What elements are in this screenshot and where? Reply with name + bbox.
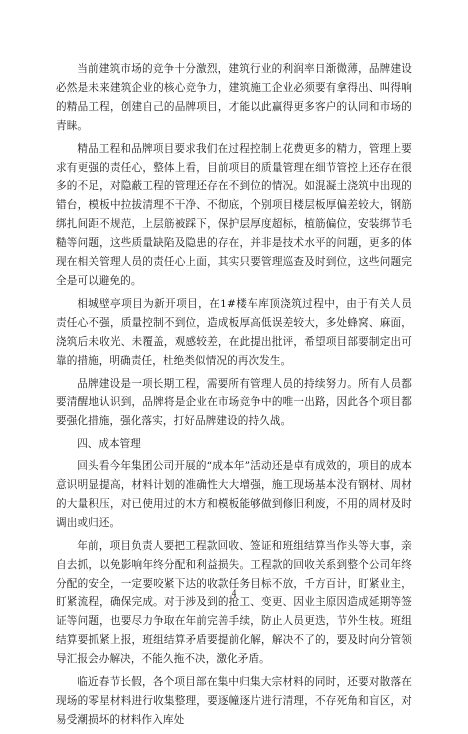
paragraph-quality-control: 精品工程和品牌项目要求我们在过程控制上花费更多的精力，管理上要求有更强的责任心，整体上看，目前项目的质量管理在细节管控上还存在很多的不足，对隐蔽工程的管理还存在不到位的情况。如混凝土浇筑中出现的错台，模板中拉拔清理不干净、不彻底，个别项目楼层板厚偏差较大，钢筋绑扎间距不规范，上层筋被踩下，保护层厚度超标，植筋偏位，安装绑节毛糙等问题，这些质量缺陷及隐患的存在，并非是技术水平的问题，更多的体现在相关管理人员的责任心上面，其实只要管理巡查及时到位，这些问题完全是可以避免的。	[56, 142, 412, 287]
paragraph-brand-longterm: 品牌建设是一项长期工程，需要所有管理人员的持续努力。所有人员都要清醒地认识到，品牌将是企业在市场竞争中的唯一出路，因此各个项目都要强化措施，强化落实，打好品牌建设的持久战。	[56, 377, 412, 428]
paragraph-year-end-tasks: 年前，项目负责人要把工程款回收、签证和班组结算当作头等大事，亲自去抓，以免影响年终分配和利益损失。工程款的回收关系到整个公司年终分配的安全，一定要咬紧下达的收款任务目标不放，千方百计，盯紧业主，盯紧流程，确保完成。对于涉及到的抢工、变更、因业主原因造成延期等签证等问题，也要尽力争取在年前完善手续，防止人员更迭，节外生枝。班组结算要抓紧上报，班组结算矛盾要提前化解，解决不了的，要及时向分管领导汇报会办解决，不能久拖不决，激化矛盾。	[56, 539, 412, 666]
page-number: 4	[231, 588, 237, 598]
paragraph-brand-intro: 当前建筑市场的竞争十分激烈，建筑行业的利润率日渐微薄，品牌建设必然是未来建筑企业的核心竞争力，建筑施工企业必须要有拿得出、叫得响的精品工程，创建自己的品牌项目，才能以此赢得更多客户的认同和市场的青睐。	[56, 63, 412, 132]
paragraph-cost-year: 回头看今年集团公司开展的“成本年”活动还是卓有成效的，项目的成本意识明显提高，材料计划的准确性大大增强，施工现场基本没有钢材、周材的大量积压，对已使用过的木方和模板能够做到修旧利废，不用的周材及时调出或归还。	[56, 460, 412, 529]
paragraph-project-criticism: 相城壁亭项目为新开项目，在1#楼车库顶浇筑过程中，由于有关人员责任心不强，质量控制不到位，造成板厚高低误差较大，多处蜂窝、麻面，浇筑后未收光、未覆盖，观感较差，在此提出批评，希望项目部要制定出可靠的措施，明确责任，杜绝类似情况的再次发生。	[56, 297, 412, 367]
page-body	[56, 60, 412, 734]
paragraph-holiday-materials: 临近春节长假，各个项目部在集中归集大宗材料的同时，还要对散落在现场的零星材料进行收集整理，要逐幢逐片进行清理，不存死角和盲区，对易受潮损坏的材料作入库处	[56, 676, 412, 726]
section-heading-cost-management: 四、成本管理	[77, 438, 141, 451]
